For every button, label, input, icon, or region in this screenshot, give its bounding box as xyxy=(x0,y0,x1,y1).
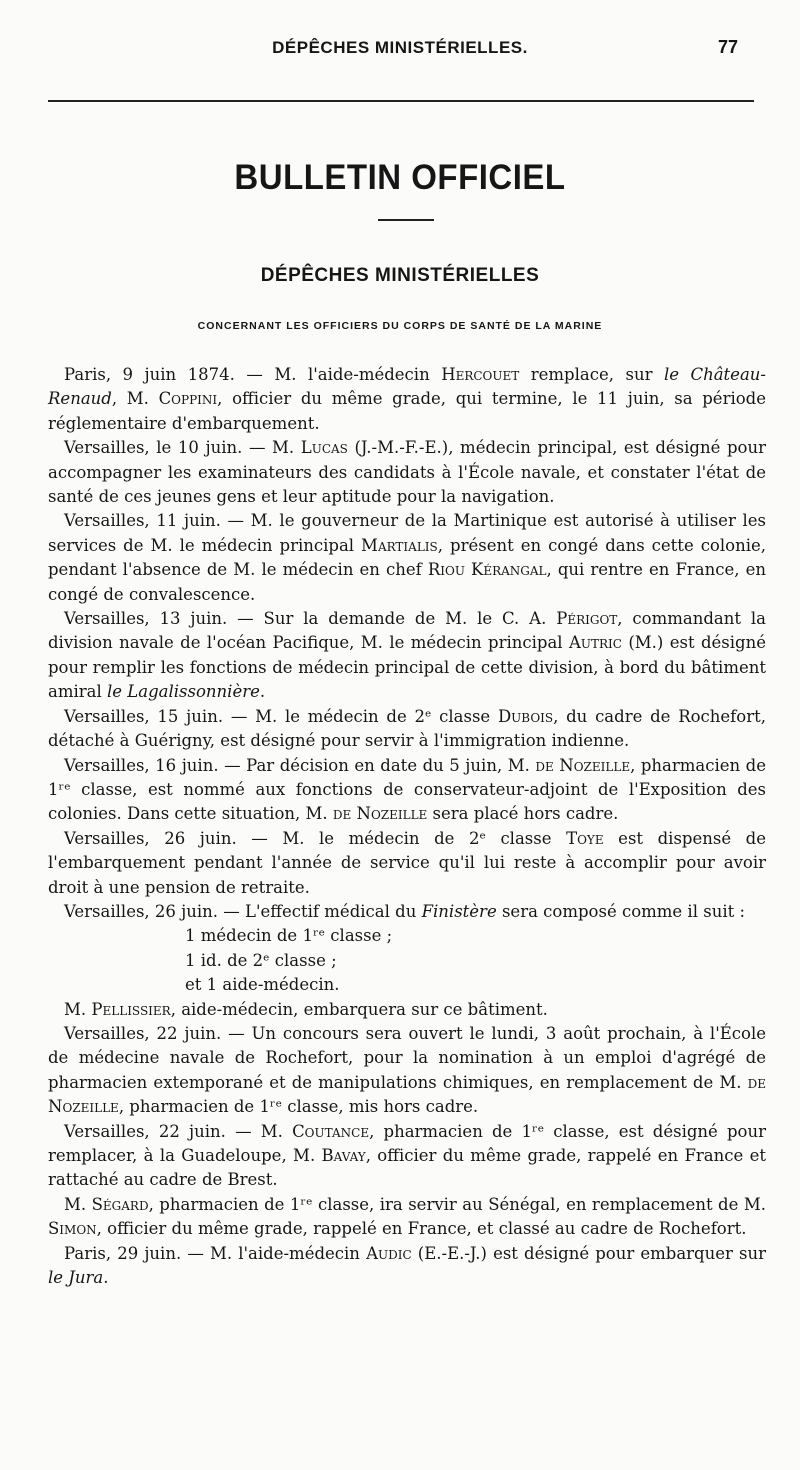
entry-text: , pharmacien de 1ʳᵉ classe, ira servir au Sénégal, en remplacement de M. xyxy=(148,1194,766,1214)
entry-text: , pharmacien de 1ʳᵉ classe, mis hors cadre. xyxy=(118,1097,479,1117)
person-name: Simon xyxy=(48,1219,97,1239)
ship-name: le Lagalissonnière xyxy=(107,682,260,702)
dispatch-entry xyxy=(48,607,766,705)
entry-text: (J.-M.-F.-E.), médecin principal, est désigné pour accompagner les examinateurs des candidats à l'École navale, et constater l'état de santé de ces jeunes gens et leur aptitude pour la navigation. xyxy=(48,438,766,507)
entry-text: M. xyxy=(64,1194,92,1214)
entry-text: sera placé hors cadre. xyxy=(427,804,619,824)
entry-text: , pharmacien de 1ʳᵉ classe, est nommé aux fonctions de conservateur-adjoint de l'Exposition des colonies. Dans cette situation, M. xyxy=(48,755,767,824)
entry-text: Paris, 9 juin 1874. — M. l'aide-médecin xyxy=(64,365,442,384)
dispatch-entry xyxy=(48,827,766,900)
section-subtitle: CONCERNANT LES OFFICIERS DU CORPS DE SANTÉ DE LA MARINE xyxy=(197,320,603,332)
person-name: Coutance xyxy=(292,1121,370,1141)
entry-text: Paris, 29 juin. — M. l'aide-médecin xyxy=(64,1243,367,1263)
list-item: 1 médecin de 1ʳᵉ classe ; xyxy=(185,926,393,946)
list-item: 1 id. de 2ᵉ classe ; xyxy=(185,950,337,970)
person-name: Riou Kérangal xyxy=(427,560,547,580)
entry-text: Versailles, 11 juin. — M. le gouverneur de la Martinique est autorisé à utiliser les services de M. le médecin principal xyxy=(48,511,766,555)
dispatch-entry xyxy=(48,1022,766,1120)
entry-text: Versailles, 22 juin. — M. xyxy=(64,1121,293,1141)
entry-text: , officier du même grade, rappelé en France, et classé au cadre de Rochefort. xyxy=(96,1219,747,1239)
entry-text: remplace, sur xyxy=(519,365,664,384)
list-item: et 1 aide-médecin. xyxy=(185,975,340,995)
entry-text: Versailles, 15 juin. — M. le médecin de 2ᵉ classe xyxy=(64,706,498,726)
person-name: de Nozeille xyxy=(332,804,428,824)
entry-text: Versailles, 13 juin. — Sur la demande de M. le C. A. xyxy=(64,609,557,629)
staff-list xyxy=(48,924,766,997)
person-name: Pellissier xyxy=(91,999,171,1019)
dispatch-entry xyxy=(48,1193,766,1242)
dispatch-entry xyxy=(48,900,766,924)
entry-text: , officier du même grade, qui termine, le 11 juin, sa période réglementaire d'embarquement. xyxy=(48,389,766,433)
ship-name: le Jura xyxy=(48,1268,104,1288)
entry-text: , aide-médecin, embarquera sur ce bâtiment. xyxy=(170,999,548,1019)
dispatch-entry xyxy=(48,754,766,827)
person-name: Ségard xyxy=(91,1194,149,1214)
article-body xyxy=(48,363,766,1290)
person-name: Hercouet xyxy=(441,365,520,384)
dispatch-entry xyxy=(48,436,766,509)
person-name: Lucas xyxy=(300,438,348,458)
running-header xyxy=(0,38,800,68)
person-name: de Nozeille xyxy=(48,1072,766,1117)
entry-text: , du cadre de Rochefort, détaché à Guérigny, est désigné pour servir à l'immigration indienne. xyxy=(48,706,766,751)
entry-text: Versailles, le 10 juin. — M. xyxy=(64,438,301,458)
entry-text: sera composé comme il suit : xyxy=(496,901,746,921)
person-name: Toye xyxy=(566,828,604,848)
person-name: Périgot xyxy=(556,609,618,629)
dispatch-entry xyxy=(48,1242,766,1291)
bulletin-title: BULLETIN OFFICIEL xyxy=(234,156,566,197)
title-divider xyxy=(378,219,434,221)
entry-text: Versailles, 26 juin. — L'effectif médical du xyxy=(64,901,422,921)
person-name: Coppini xyxy=(158,389,218,409)
person-name: Bavay xyxy=(321,1146,366,1165)
page-number: 77 xyxy=(717,37,738,57)
running-title: DÉPÊCHES MINISTÉRIELLES. xyxy=(272,38,528,57)
entry-text: , commandant la division navale de l'océan Pacifique, M. le médecin principal xyxy=(48,609,766,653)
dispatch-entry xyxy=(48,363,766,436)
entry-text: , qui rentre en France, en congé de convalescence. xyxy=(48,560,766,604)
entry-text: Versailles, 26 juin. — M. le médecin de 2ᵉ classe xyxy=(64,828,567,848)
entry-text: . xyxy=(103,1268,109,1288)
person-name: Martialis xyxy=(361,535,438,555)
entry-text: , pharmacien de 1ʳᵉ classe, est désigné pour remplacer, à la Guadeloupe, M. xyxy=(48,1121,766,1165)
entry-text: , officier du même grade, rappelé en France et rattaché au cadre de Brest. xyxy=(48,1146,766,1190)
entry-text: , présent en congé dans cette colonie, pendant l'absence de M. le médecin en chef xyxy=(48,535,766,580)
entry-text: M. xyxy=(64,999,92,1019)
dispatch-entry xyxy=(48,1120,766,1193)
person-name: de Nozeille xyxy=(535,755,631,775)
dispatch-entry xyxy=(48,998,766,1022)
dispatch-entry xyxy=(48,705,766,754)
person-name: Autric xyxy=(568,633,622,653)
ship-name: Finistère xyxy=(421,901,497,921)
person-name: Dubois xyxy=(497,706,554,726)
entry-text: . xyxy=(259,682,266,702)
entry-text: , M. xyxy=(111,389,159,409)
ship-name: le Château-Renaud xyxy=(48,365,766,409)
entry-text: (M.) est désigné pour remplir les fonctions de médecin principal de cette division, à bord du bâtiment amiral xyxy=(48,633,767,702)
section-title: DÉPÊCHES MINISTÉRIELLES xyxy=(260,265,540,286)
entry-text: Versailles, 16 juin. — Par décision en date du 5 juin, M. xyxy=(64,755,536,775)
entry-text: Versailles, 22 juin. — Un concours sera ouvert le lundi, 3 août prochain, à l'École de médecine navale de Rochefort, pour la nomination à un emploi d'agrégé de pharmacien extemporané et de manipulations chimiques, en remplacement de M. xyxy=(48,1023,766,1092)
entry-text: est dispensé de l'embarquement pendant l'année de service qu'il lui reste à accomplir pour avoir droit à une pension de retraite. xyxy=(48,828,766,897)
entry-text: (E.-E.-J.) est désigné pour embarquer sur xyxy=(411,1243,766,1263)
dispatch-entry xyxy=(48,509,766,607)
person-name: Audic xyxy=(366,1243,412,1263)
header-rule xyxy=(48,100,754,102)
